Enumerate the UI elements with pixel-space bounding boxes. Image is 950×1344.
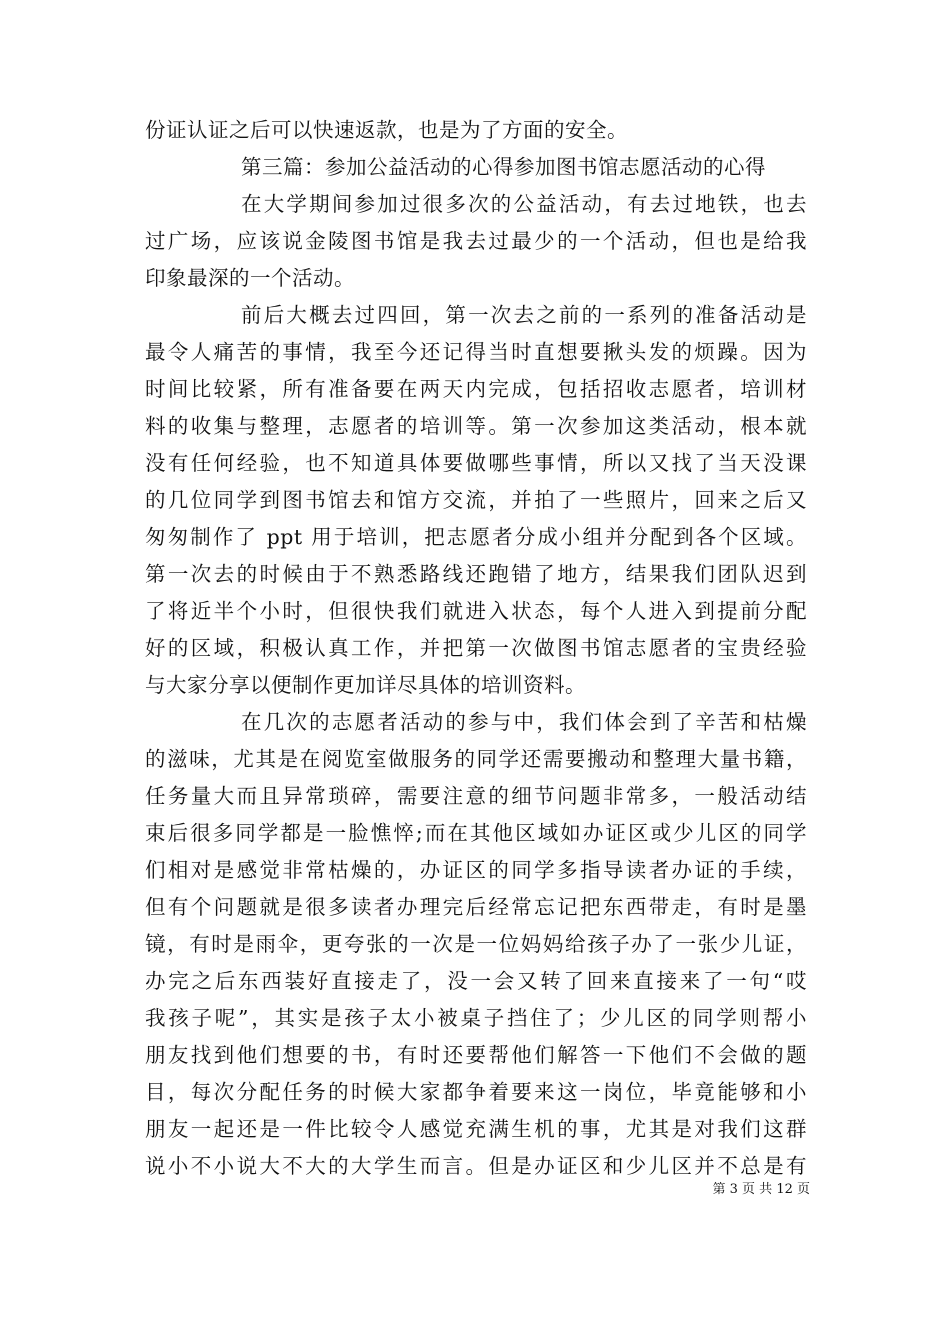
- text-line: 的几位同学到图书馆去和馆方交流，并拍了一些照片，回来之后又: [145, 488, 807, 512]
- text-line: 目，每次分配任务的时候大家都争着要来这一岗位，毕竟能够和小: [145, 1080, 807, 1104]
- text-line: 匆匆制作了 ppt 用于培训，把志愿者分成小组并分配到各个区域。: [145, 525, 807, 549]
- text-line: 印象最深的一个活动。: [145, 266, 355, 290]
- text-line: 份证认证之后可以快速返款，也是为了方面的安全。: [145, 118, 628, 142]
- page-number: 第 3 页 共 12 页: [712, 1182, 810, 1197]
- text-line: 任务量大而且异常琐碎，需要注意的细节问题非常多，一般活动结: [145, 784, 807, 808]
- text-line: 们相对是感觉非常枯燥的，办证区的同学多指导读者办证的手续，: [145, 858, 807, 882]
- text-line: 说小不小说大不大的大学生而言。但是办证区和少儿区并不总是有: [145, 1154, 807, 1178]
- text-line: 在几次的志愿者活动的参与中，我们体会到了辛苦和枯燥: [241, 710, 807, 734]
- text-line: 过广场，应该说金陵图书馆是我去过最少的一个活动，但也是给我: [145, 229, 807, 253]
- text-line: 了将近半个小时，但很快我们就进入状态，每个人进入到提前分配: [145, 599, 807, 623]
- text-line: 在大学期间参加过很多次的公益活动，有去过地铁，也去: [241, 192, 807, 216]
- text-line: 朋友找到他们想要的书，有时还要帮他们解答一下他们不会做的题: [145, 1043, 807, 1067]
- text-line: 第一次去的时候由于不熟悉路线还跑错了地方，结果我们团队迟到: [145, 562, 807, 586]
- document-body: [145, 112, 807, 1185]
- text-line: 时间比较紧，所有准备要在两天内完成，包括招收志愿者，培训材: [145, 377, 807, 401]
- text-line: 第三篇：参加公益活动的心得参加图书馆志愿活动的心得: [241, 155, 766, 179]
- text-line: 与大家分享以便制作更加详尽具体的培训资料。: [145, 673, 586, 697]
- text-line: 办完之后东西装好直接走了，没一会又转了回来直接来了一句“哎: [145, 969, 807, 993]
- text-line: 镜，有时是雨伞，更夸张的一次是一位妈妈给孩子办了一张少儿证，: [145, 932, 807, 956]
- text-line: 好的区域，积极认真工作，并把第一次做图书馆志愿者的宝贵经验: [145, 636, 807, 660]
- text-line: 前后大概去过四回，第一次去之前的一系列的准备活动是: [241, 303, 807, 327]
- text-line: 料的收集与整理，志愿者的培训等。第一次参加这类活动，根本就: [145, 414, 807, 438]
- text-line: 朋友一起还是一件比较令人感觉充满生机的事，尤其是对我们这群: [145, 1117, 807, 1141]
- text-line: 束后很多同学都是一脸憔悴;而在其他区域如办证区或少儿区的同学: [145, 821, 807, 845]
- text-line: 但有个问题就是很多读者办理完后经常忘记把东西带走，有时是墨: [145, 895, 807, 919]
- text-line: 我孩子呢”，其实是孩子太小被桌子挡住了；少儿区的同学则帮小: [145, 1006, 807, 1030]
- text-line: 没有任何经验，也不知道具体要做哪些事情，所以又找了当天没课: [145, 451, 807, 475]
- text-line: 最令人痛苦的事情，我至今还记得当时直想要揪头发的烦躁。因为: [145, 340, 807, 364]
- text-line: 的滋味，尤其是在阅览室做服务的同学还需要搬动和整理大量书籍，: [145, 747, 807, 771]
